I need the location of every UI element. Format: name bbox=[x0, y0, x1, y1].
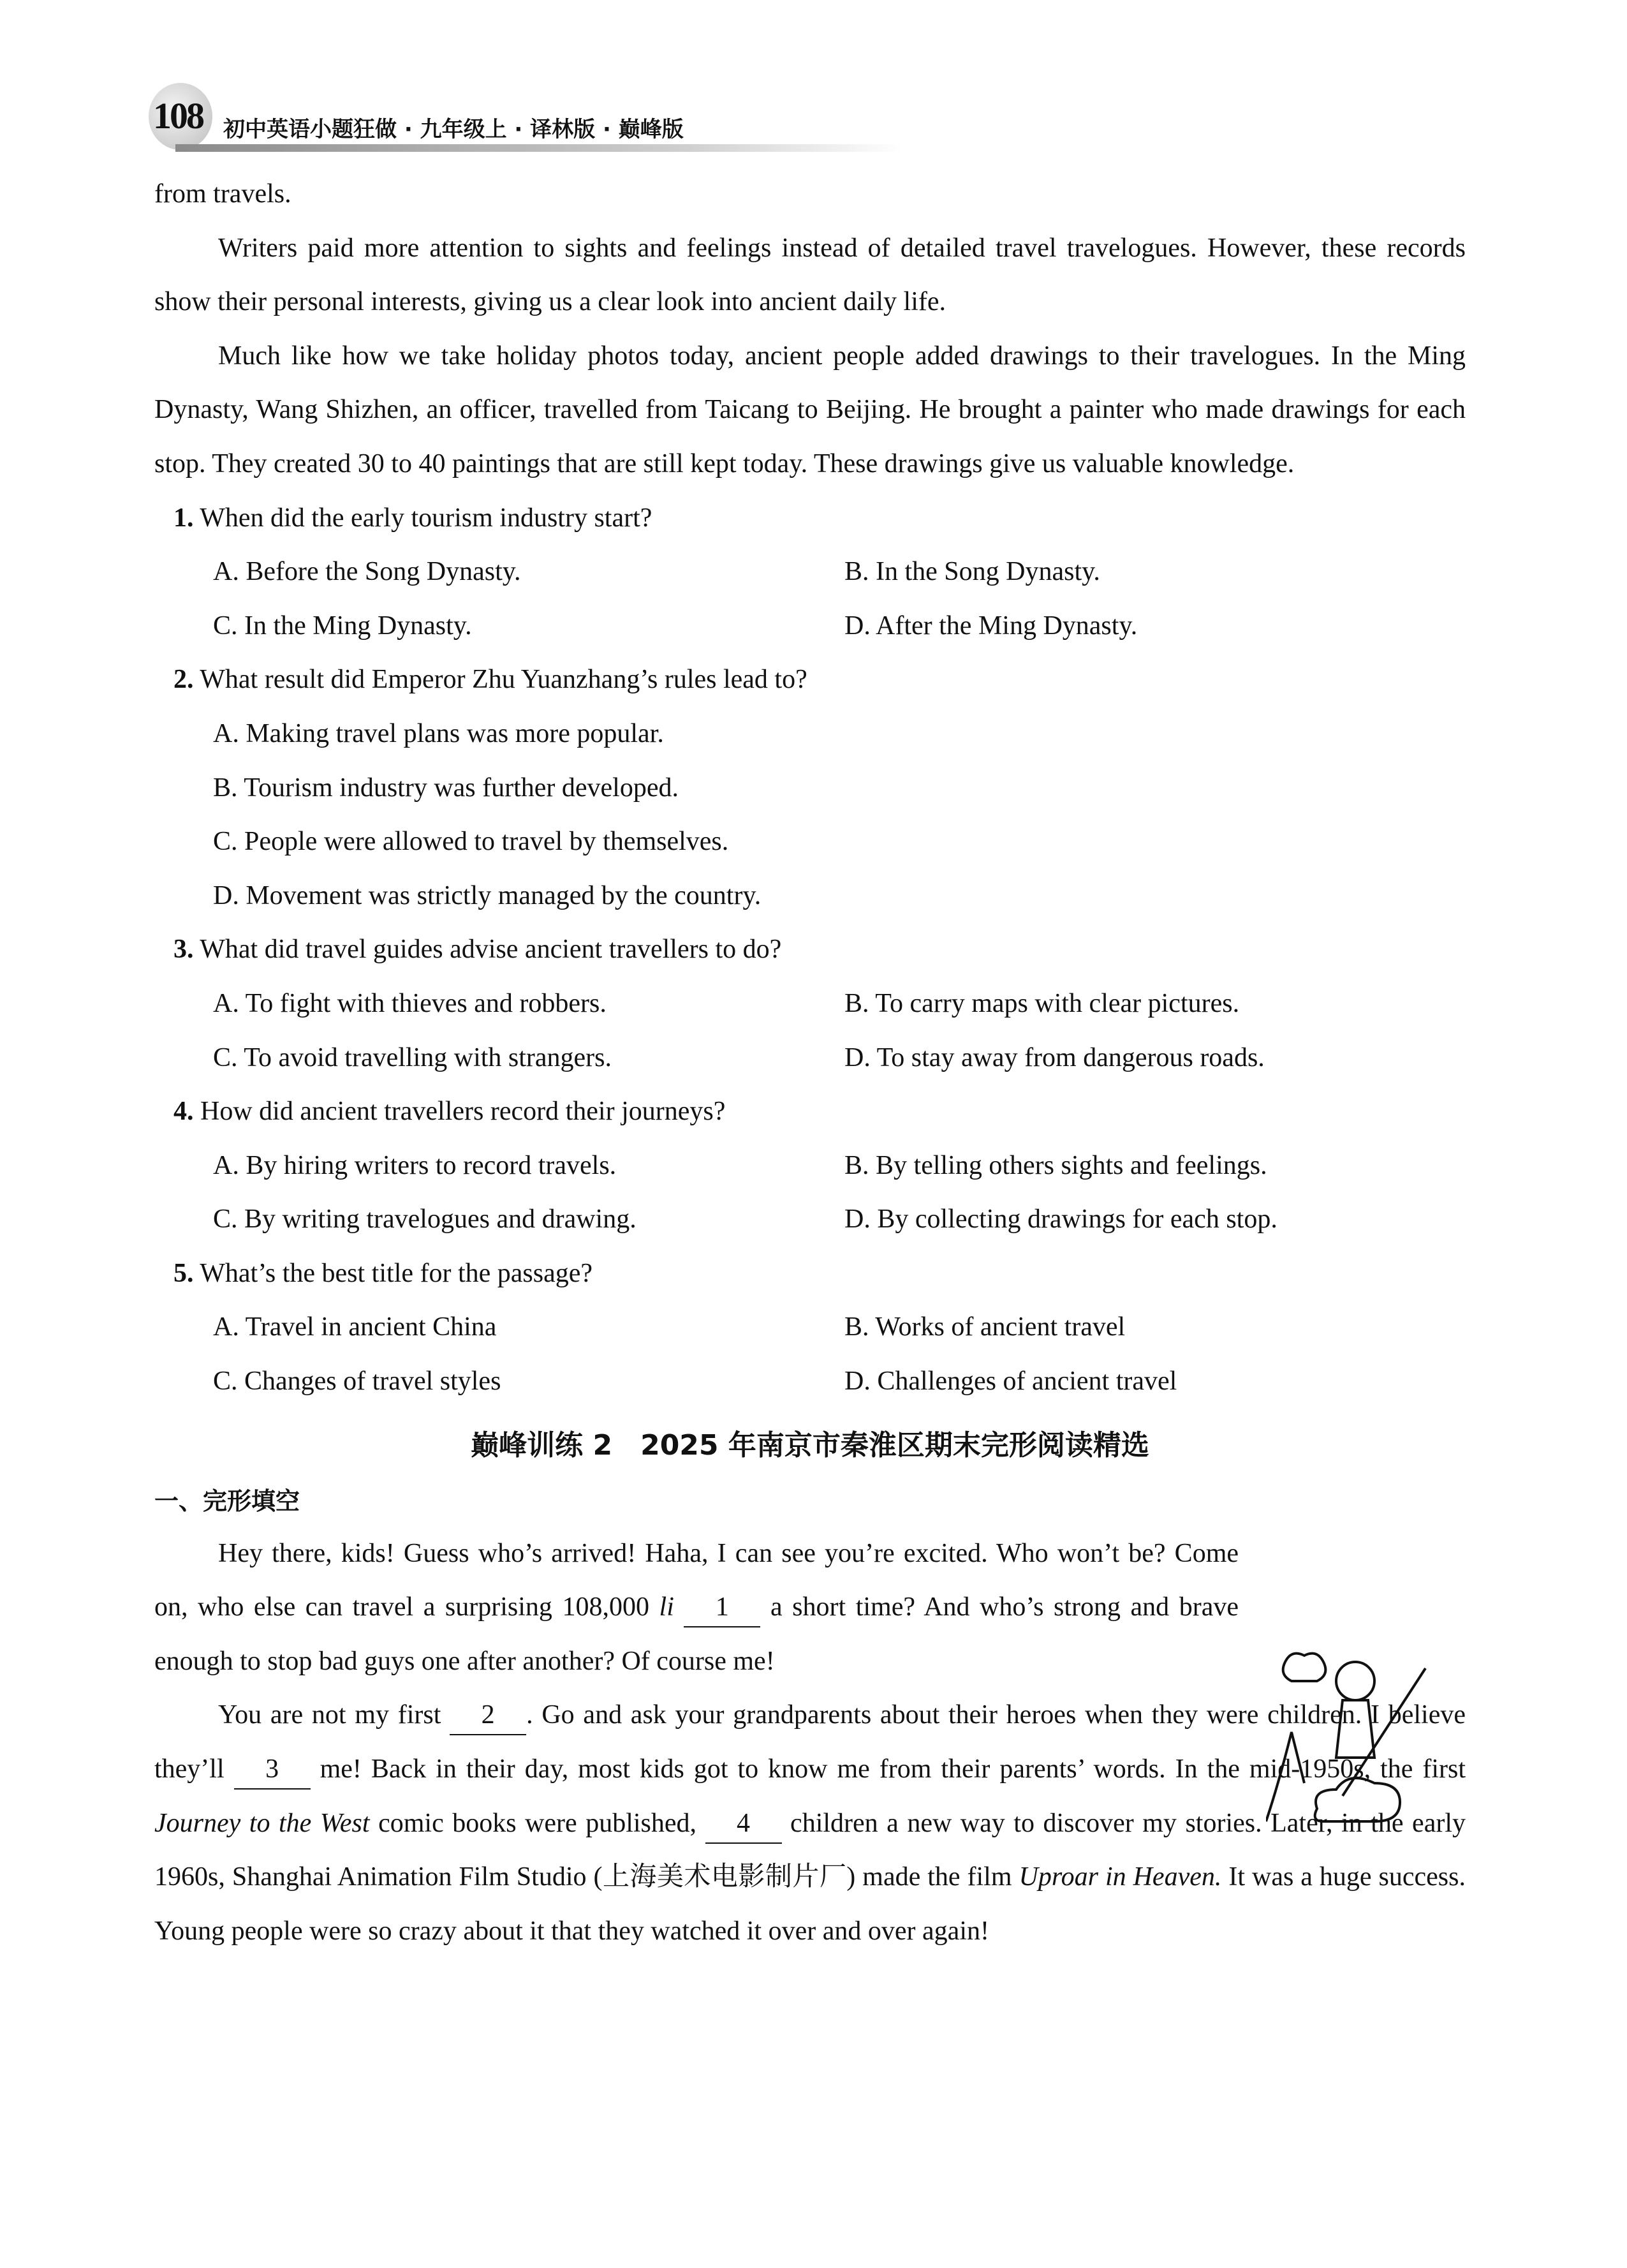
option: D. Movement was strictly managed by the country. bbox=[213, 880, 762, 910]
question-text: When did the early tourism industry start? bbox=[200, 503, 652, 533]
question-text: What did travel guides advise ancient travellers to do? bbox=[200, 935, 782, 965]
text: Hey there, kids! Guess who’s arrived! Haha, I can see you’re excited. Who won’t be? Come on, who else can travel a surprising 108,000 bbox=[154, 1538, 1239, 1622]
blank-2: 2 bbox=[450, 1696, 526, 1735]
question-text: What result did Emperor Zhu Yuanzhang’s rules lead to? bbox=[200, 665, 807, 695]
options bbox=[154, 545, 1466, 653]
option: C. In the Ming Dynasty. bbox=[213, 611, 472, 641]
question-text: How did ancient travellers record their journeys? bbox=[200, 1097, 726, 1127]
option: C. Changes of travel styles bbox=[213, 1367, 501, 1397]
question-number: 1. bbox=[173, 503, 194, 533]
question-number: 3. bbox=[173, 935, 194, 965]
section-title: 巅峰训练 2 2025 年南京市秦淮区期末完形阅读精选 bbox=[471, 1428, 1149, 1462]
text: You are not my first bbox=[218, 1700, 450, 1730]
option: B. In the Song Dynasty. bbox=[844, 557, 1100, 587]
option: D. Challenges of ancient travel bbox=[844, 1367, 1177, 1397]
option: B. To carry maps with clear pictures. bbox=[844, 988, 1240, 1018]
text: children a new way to discover my stories. Later, in the early 1960s, Shanghai Animation Film Studio (上海美术电影制片厂) made the film bbox=[154, 1808, 1466, 1892]
text: a short time? And who’s strong and brave enough to stop bad guys one after another? Of course me! bbox=[154, 1592, 1239, 1676]
question-text: What’s the best title for the passage? bbox=[200, 1258, 593, 1288]
header-rule bbox=[175, 144, 902, 152]
option: A. By hiring writers to record travels. bbox=[213, 1150, 617, 1180]
text: comic books were published, bbox=[369, 1808, 705, 1838]
options bbox=[154, 977, 1466, 1085]
option: A. Making travel plans was more popular. bbox=[213, 718, 664, 748]
blank-4: 4 bbox=[705, 1804, 782, 1844]
option: D. After the Ming Dynasty. bbox=[844, 611, 1138, 641]
question bbox=[154, 1247, 1466, 1301]
option: C. By writing travelogues and drawing. bbox=[213, 1204, 637, 1234]
question bbox=[154, 491, 1466, 545]
text: Journey to the West bbox=[154, 1808, 370, 1838]
blank-1: 1 bbox=[684, 1588, 760, 1627]
option: A. To fight with thieves and robbers. bbox=[213, 988, 607, 1018]
option: A. Before the Song Dynasty. bbox=[213, 557, 521, 587]
option: D. By collecting drawings for each stop. bbox=[844, 1204, 1277, 1234]
text: It was a huge success. Young people were so crazy about it that they watched it over and over again! bbox=[154, 1862, 1466, 1946]
option: B. By telling others sights and feelings. bbox=[844, 1150, 1267, 1180]
page-number: 108 bbox=[153, 95, 203, 137]
option: C. People were allowed to travel by themselves. bbox=[213, 827, 729, 857]
question-list bbox=[154, 491, 1466, 1409]
text: li bbox=[659, 1592, 674, 1622]
option: B. Tourism industry was further developed. bbox=[213, 773, 679, 803]
text: me! Back in their day, most kids got to know me from their parents’ words. In the mid-1950s, the first bbox=[310, 1754, 1466, 1784]
page-header bbox=[137, 83, 902, 153]
question bbox=[154, 653, 1466, 707]
question bbox=[154, 1085, 1466, 1139]
text: Uproar in Heaven. bbox=[1019, 1862, 1222, 1892]
option: C. To avoid travelling with strangers. bbox=[213, 1042, 612, 1072]
option: B. Works of ancient travel bbox=[844, 1312, 1126, 1342]
question bbox=[154, 923, 1466, 977]
paragraph: Writers paid more attention to sights and feelings instead of detailed travel travelogues. However, these records show their personal interests, giving us a clear look into ancient daily life. bbox=[154, 233, 1466, 317]
option: D. To stay away from dangerous roads. bbox=[844, 1042, 1265, 1072]
text: . Go and ask your grandparents about their heroes when they were children. I believe they’ll bbox=[154, 1700, 1466, 1784]
option: A. Travel in ancient China bbox=[213, 1312, 497, 1342]
book-title: 初中英语小题狂做 · 九年级上 · 译林版 · 巅峰版 bbox=[223, 117, 684, 142]
monkey-king-illustration bbox=[1266, 1643, 1457, 1834]
options bbox=[154, 1139, 1466, 1247]
section-subtitle: 一、完形填空 bbox=[154, 1486, 300, 1515]
blank-3: 3 bbox=[234, 1750, 311, 1790]
options bbox=[154, 1300, 1466, 1408]
cloze-paragraph bbox=[154, 1527, 1239, 1689]
paragraph: Much like how we take holiday photos today, ancient people added drawings to their travelogues. In the Ming Dynasty, Wang Shizhen, an officer, travelled from Taicang to Beijing. He brought a painter who made drawings for each stop. They created 30 to 40 paintings that are still kept today. These drawings give us valuable knowledge. bbox=[154, 341, 1466, 478]
paragraph: from travels. bbox=[154, 179, 291, 209]
question-number: 5. bbox=[173, 1258, 194, 1288]
question-number: 4. bbox=[173, 1097, 194, 1127]
question-number: 2. bbox=[173, 665, 194, 695]
